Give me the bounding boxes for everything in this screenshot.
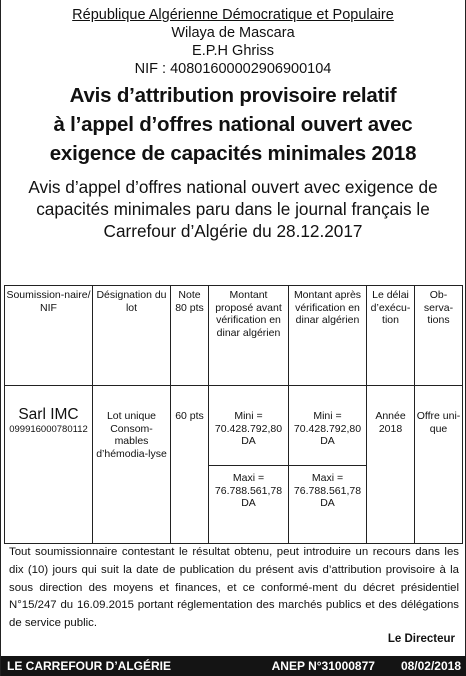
anep-number: ANEP N°31000877 (271, 659, 375, 673)
title-line-1: Avis d’attribution provisoire relatif (69, 84, 397, 107)
nif-line: NIF : 408016000029069001​04 (134, 61, 332, 77)
publication-date: 08/02/2018 (400, 659, 461, 673)
cell-soumissionnaire (5, 386, 93, 544)
col-montant-apres: Montant après vérification en dinar algérien (289, 286, 367, 386)
col-note: Note 80 pts (171, 286, 209, 386)
table-header-row (5, 286, 463, 386)
col-delai: Le délai d’exécu-tion (367, 286, 415, 386)
republic-line: République Algérienne Démocratique et Populaire (72, 7, 394, 23)
header (1, 0, 465, 78)
newspaper-name: LE CARREFOUR D’ALGÉRIE (7, 659, 172, 673)
signature: Le Directeur (387, 633, 455, 645)
cell-maxi-apres: Maxi = 76.788.561,78 DA (289, 466, 367, 544)
col-soumissionnaire: Soumission-naire/ NIF (5, 286, 93, 386)
cell-maxi-propose: Maxi = 76.788.561,78 DA (209, 466, 289, 544)
newspaper-footer (1, 656, 466, 676)
cell-designation: Lot unique Consom-mables d’hémodia-lyse (93, 386, 171, 544)
bidder-nif: 099916000780112 (9, 424, 88, 435)
recourse-notice: Tout soumissionnaire contestant le résultat obtenu, peut introduire un recours dans les dix (10) jours qui suit la date de publication du présent avis d’attribution provisoire à la sous direction des moyens et finances, et ce conformé-ment du décret présidentiel N°15/247 du 16.09.2015 portant réglementation des marchés publics et des délégations de service public. (9, 546, 459, 630)
cell-mini-apres: Mini = 70.428.792,80 DA (289, 386, 367, 466)
col-montant-propose: Montant proposé avant vérification en dinar algérien (209, 286, 289, 386)
notice-title (1, 81, 465, 168)
attribution-table (4, 285, 463, 544)
wilaya-line: Wilaya de Mascara (171, 25, 295, 41)
title-line-3: exigence de capacités minimales 2018 (49, 142, 417, 165)
bidder-name: Sarl IMC (18, 406, 79, 423)
cell-observations: Offre uni-que (415, 386, 463, 544)
cell-mini-propose: Mini = 70.428.792,80 DA (209, 386, 289, 466)
cell-delai: Année 2018 (367, 386, 415, 544)
notice-subtitle: Avis d’appel d’offres national ouvert avec exigence de capacités minimales paru dans le journal français le Carrefour d’Algérie du 28.12.2017 (28, 177, 438, 241)
cell-note: 60 pts (171, 386, 209, 544)
table-row (5, 386, 463, 466)
title-line-2: à l’appel d’offres national ouvert avec (53, 113, 413, 136)
col-observations: Ob-serva-tions (415, 286, 463, 386)
col-designation: Désignation du lot (93, 286, 171, 386)
eph-line: E.P.H Ghriss (192, 43, 274, 59)
